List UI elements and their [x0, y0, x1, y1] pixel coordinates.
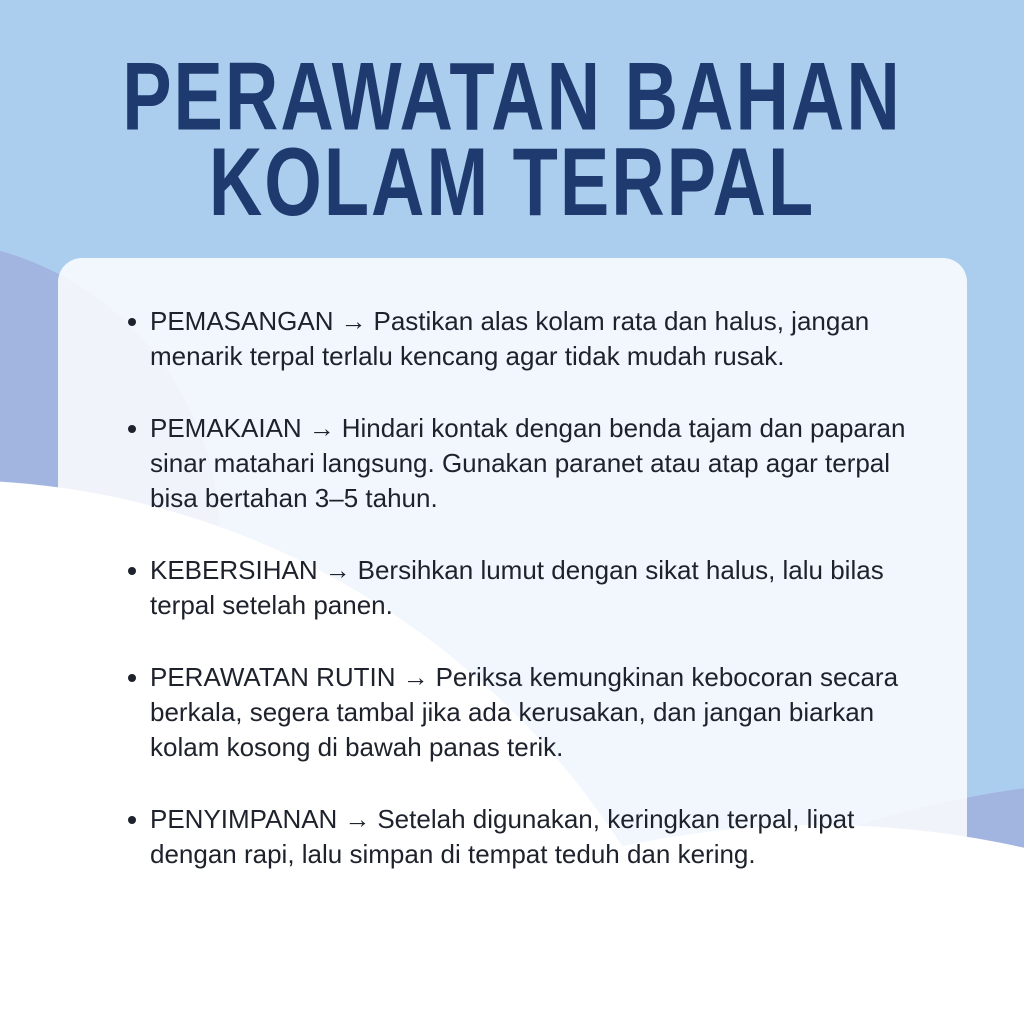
arrow-separator: →	[402, 662, 429, 692]
item-text: Hindari kontak dengan benda tajam dan paparan sinar matahari langsung. Gunakan paranet atau atap agar terpal bisa bertahan 3–5 tahun.	[150, 413, 906, 513]
item-text: Bersihkan lumut dengan sikat halus, lalu bilas terpal setelah panen.	[150, 555, 884, 620]
bullet-dot	[128, 567, 136, 575]
content-card	[58, 258, 967, 880]
bullet-dot	[128, 425, 136, 433]
item-keyword: KEBERSIHAN	[150, 555, 318, 585]
poster-title	[0, 42, 1024, 236]
bullet-dot	[128, 318, 136, 326]
item-text: Periksa kemungkinan kebocoran secara berkala, segera tambal jika ada kerusakan, dan jangan biarkan kolam kosong di bawah panas terik.	[150, 662, 899, 762]
bullet-dot	[128, 816, 136, 824]
list-item	[126, 660, 915, 765]
poster-title-line1: PERAWATAN BAHAN	[122, 42, 902, 151]
list-item	[126, 411, 915, 516]
item-keyword: PENYIMPANAN	[150, 804, 338, 834]
item-keyword: PEMAKAIAN	[150, 413, 302, 443]
list-item	[126, 802, 915, 872]
list-item	[126, 304, 915, 374]
tips-list	[58, 258, 967, 872]
arrow-separator: →	[344, 804, 371, 834]
arrow-separator: →	[324, 555, 351, 585]
arrow-separator: →	[340, 306, 367, 336]
arrow-separator: →	[308, 413, 335, 443]
poster-title-line2: KOLAM TERPAL	[208, 128, 816, 236]
item-keyword: PEMASANGAN	[150, 306, 334, 336]
bullet-dot	[128, 674, 136, 682]
item-text: Pastikan alas kolam rata dan halus, jangan menarik terpal terlalu kencang agar tidak mudah rusak.	[150, 306, 870, 371]
item-text: Setelah digunakan, keringkan terpal, lipat dengan rapi, lalu simpan di tempat teduh dan kering.	[150, 804, 855, 869]
list-item	[126, 553, 915, 623]
item-keyword: PERAWATAN RUTIN	[150, 662, 396, 692]
